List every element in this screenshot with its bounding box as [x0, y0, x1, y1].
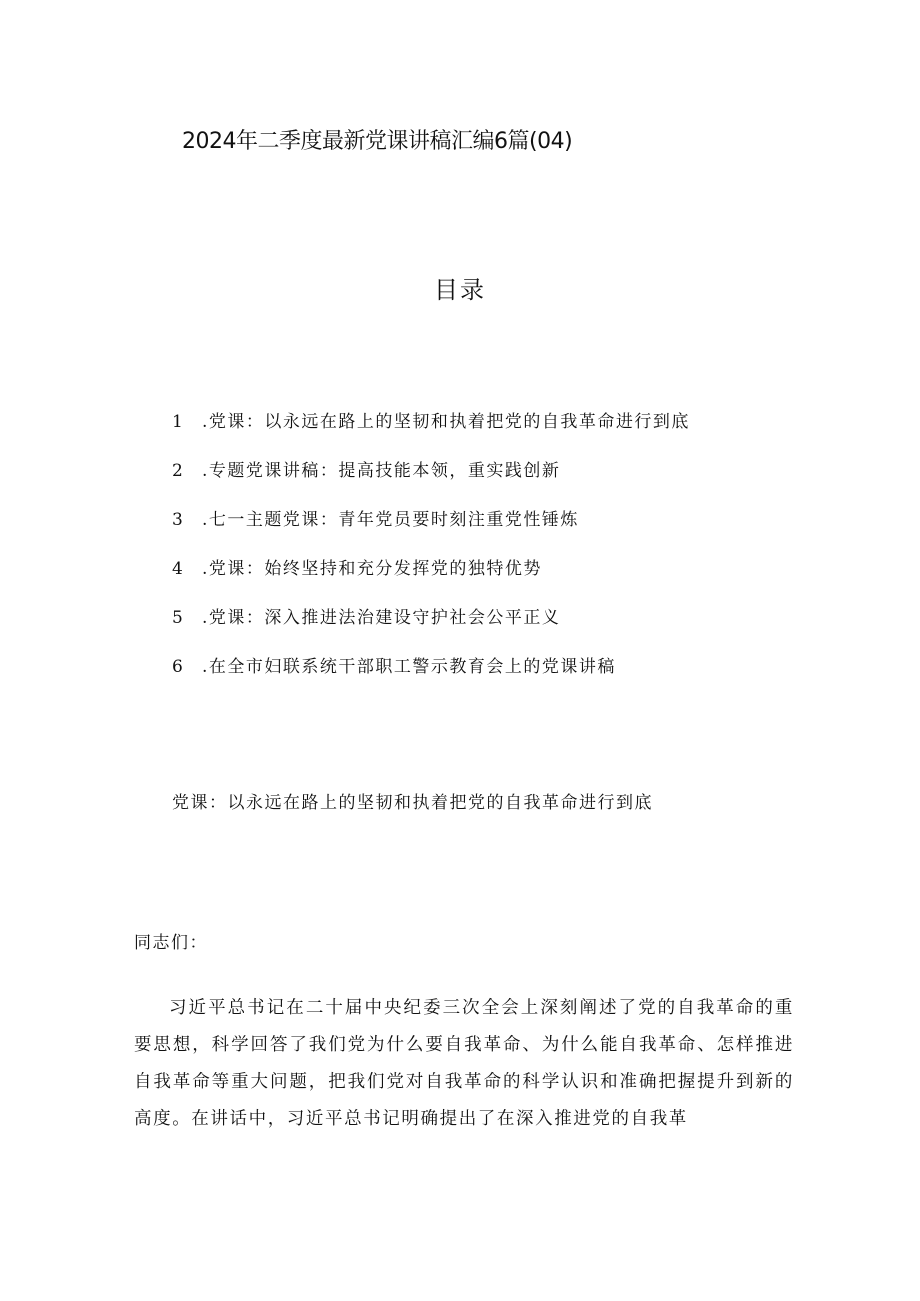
- toc-item: [172, 605, 690, 654]
- body-paragraph: 习近平总书记在二十届中央纪委三次全会上深刻阐述了党的自我革命的重要思想，科学回答了我们党为什么要自我革命、为什么能自我革命、怎样推进自我革命等重大问题，把我们党对自我革命的科学认识和准确把握提升到新的高度。在讲话中，习近平总书记明确提出了在深入推进党的自我革: [134, 998, 794, 1129]
- toc-item-text: .专题党课讲稿：提高技能本领，重实践创新: [202, 461, 561, 481]
- toc-item-text: .党课：以永远在路上的坚韧和执着把党的自我革命进行到底: [202, 412, 690, 432]
- toc-item: [172, 654, 690, 703]
- toc-item: [172, 556, 690, 605]
- table-of-contents: [172, 409, 690, 703]
- toc-item-number: 3: [172, 510, 185, 530]
- toc-item-text: .党课：深入推进法治建设守护社会公平正义: [202, 608, 561, 628]
- section-title: 党课：以永远在路上的坚韧和执着把党的自我革命进行到底: [172, 793, 653, 813]
- toc-item-number: 4: [172, 559, 185, 579]
- toc-item: [172, 409, 690, 458]
- toc-item-number: 5: [172, 608, 185, 628]
- toc-item-text: .党课：始终坚持和充分发挥党的独特优势: [202, 559, 542, 579]
- toc-item-text: .在全市妇联系统干部职工警示教育会上的党课讲稿: [202, 657, 616, 677]
- toc-item-text: .七一主题党课：青年党员要时刻注重党性锤炼: [202, 510, 579, 530]
- toc-item: [172, 507, 690, 556]
- toc-item: [172, 458, 690, 507]
- salutation: 同志们：: [134, 933, 208, 953]
- toc-item-number: 6: [172, 657, 185, 677]
- toc-item-number: 1: [172, 412, 185, 432]
- toc-heading: 目录: [434, 276, 486, 304]
- document-title: 2024年二季度最新党课讲稿汇编6篇(04): [182, 129, 573, 154]
- toc-item-number: 2: [172, 461, 185, 481]
